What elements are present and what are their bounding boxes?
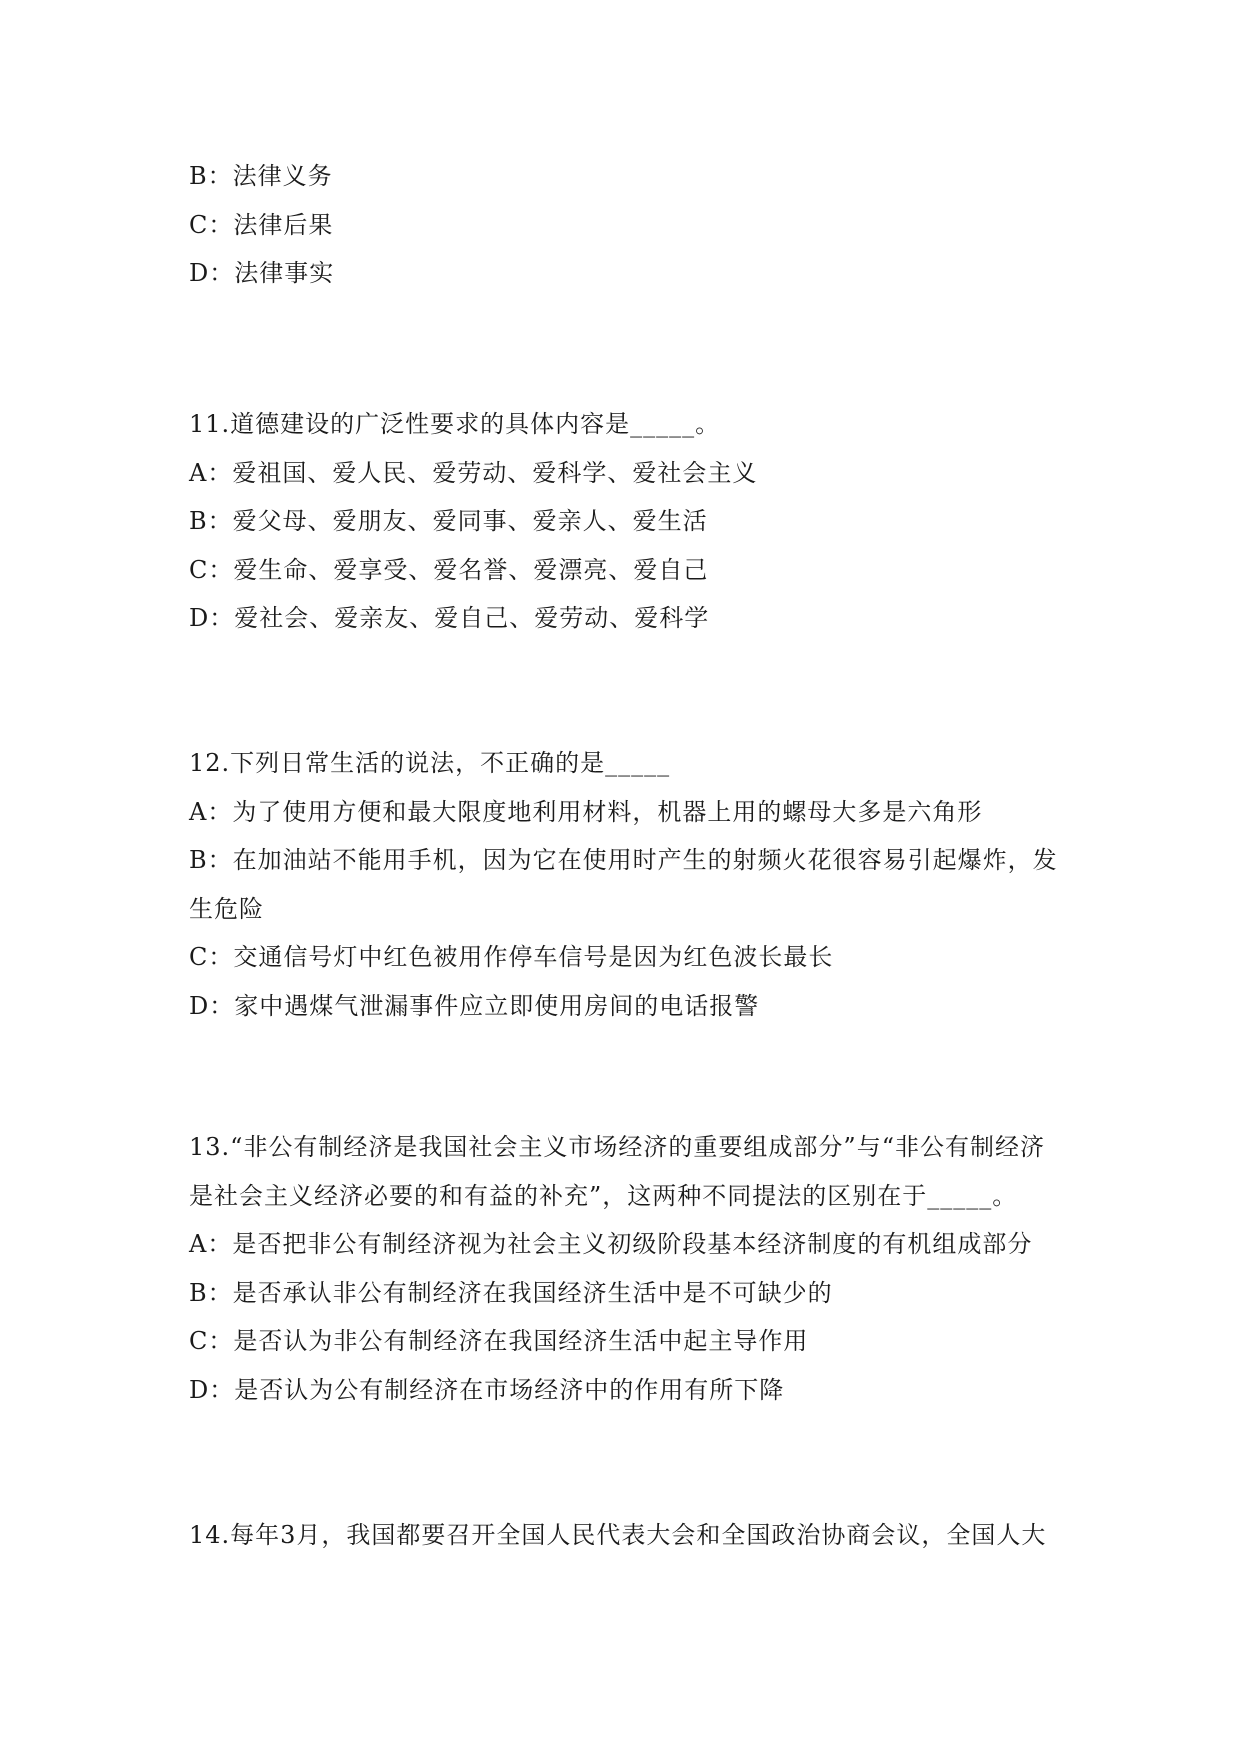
option-b: B：在加油站不能用手机，因为它在使用时产生的射频火花很容易引起爆炸，发生危险 (189, 846, 1058, 923)
option-d: D：是否认为公有制经济在市场经济中的作用有所下降 (189, 1375, 785, 1404)
question-13 (189, 1123, 1059, 1414)
option-c: C：法律后果 (189, 210, 334, 239)
option-a: A：为了使用方便和最大限度地利用材料，机器上用的螺母大多是六角形 (189, 797, 983, 826)
option-a: A：爱祖国、爱人民、爱劳动、爱科学、爱社会主义 (189, 458, 758, 487)
question-14 (189, 1511, 1059, 1560)
option-c: C：是否认为非公有制经济在我国经济生活中起主导作用 (189, 1327, 809, 1355)
question-stem: 14.每年3月，我国都要召开全国人民代表大会和全国政治协商会议，全国人大 (189, 1521, 1047, 1549)
option-a: A：是否把非公有制经济视为社会主义初级阶段基本经济制度的有机组成部分 (189, 1230, 1033, 1258)
option-c: C：爱生命、爱享受、爱名誉、爱漂亮、爱自己 (189, 555, 709, 584)
option-c: C：交通信号灯中红色被用作停车信号是因为红色波长最长 (189, 943, 834, 971)
question-stem: 13.“非公有制经济是我国社会主义市场经济的重要组成部分”与“非公有制经济是社会主义经济必要的和有益的补充”，这两种不同提法的区别在于_____。 (189, 1133, 1045, 1210)
option-d: D：家中遇煤气泄漏事件应立即使用房间的电话报警 (189, 991, 760, 1020)
option-b: B：是否承认非公有制经济在我国经济生活中是不可缺少的 (189, 1278, 833, 1307)
question-12 (189, 739, 1059, 1030)
question-10-options (189, 152, 1059, 298)
question-stem: 11.道德建设的广泛性要求的具体内容是_____。 (189, 410, 721, 438)
question-stem: 12.下列日常生活的说法，不正确的是_____ (189, 749, 671, 777)
option-d: D：法律事实 (189, 259, 335, 287)
question-11 (189, 400, 1059, 643)
option-b: B：法律义务 (189, 162, 333, 190)
option-b: B：爱父母、爱朋友、爱同事、爱亲人、爱生活 (189, 507, 708, 535)
option-d: D：爱社会、爱亲友、爱自己、爱劳动、爱科学 (189, 604, 710, 632)
